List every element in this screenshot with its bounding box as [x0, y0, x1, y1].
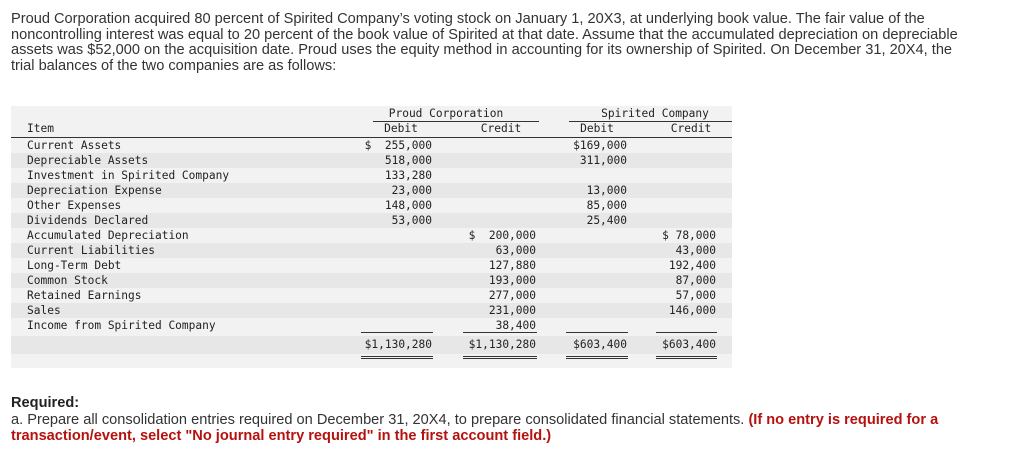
proud-credit-cell: 231,000 [488, 304, 536, 317]
col-header-spirited-debit: Debit [580, 122, 614, 135]
table-row [11, 168, 732, 183]
row-item: Income from Spirited Company [27, 319, 216, 332]
spirited-credit-cell: $ 78,000 [662, 229, 716, 242]
row-item: Common Stock [27, 274, 108, 287]
trial-balance-table [11, 106, 732, 368]
row-item: Investment in Spirited Company [27, 169, 230, 182]
row-item: Retained Earnings [27, 289, 142, 302]
table-row [11, 213, 732, 228]
proud-credit-cell: $ 200,000 [468, 229, 536, 242]
row-item: Current Assets [27, 139, 122, 152]
col-header-spirited-credit: Credit [670, 122, 712, 135]
spirited-credit-cell: 87,000 [675, 274, 716, 287]
spirited-debit-double-rule [566, 356, 628, 359]
spirited-credit-cell: 57,000 [675, 289, 716, 302]
row-item: Current Liabilities [27, 244, 155, 257]
spirited-debit-total-rule [566, 332, 628, 333]
proud-debit-double-rule [361, 356, 433, 359]
row-item: Sales [27, 304, 61, 317]
table-row [11, 228, 732, 243]
spirited-credit-cell: 43,000 [675, 244, 716, 257]
row-item: Depreciation Expense [27, 184, 162, 197]
spirited-credit-cell: 146,000 [668, 304, 716, 317]
row-item: Dividends Declared [27, 214, 149, 227]
proud-debit-cell: $ 255,000 [364, 139, 432, 152]
table-row [11, 288, 732, 303]
proud-group-header: Proud Corporation [388, 107, 504, 120]
table-row [11, 303, 732, 318]
proud-debit-cell: 23,000 [391, 184, 432, 197]
intro-paragraph: Proud Corporation acquired 80 percent of Spirited Company’s voting stock on January 1, 20X3, at underlying book value. The fair value of the noncontrolling interest was equal to 20 percent of the book value of Spirited at that date. Assume that the accumulated depreciation on depreciable assets was $52,000 on the acquisition date. Proud uses the equity method in accounting for its ownership of Spirited. On December 31, 20X4, the trial balances of the two companies are as follows: [11, 11, 958, 74]
table-row [11, 198, 732, 213]
row-item: Long-Term Debt [27, 259, 122, 272]
row-item: Other Expenses [27, 199, 122, 212]
required-text: a. Prepare all consolidation entries required on December 31, 20X4, to prepare consolidated financial statements. [11, 411, 745, 428]
spirited-debit-cell: 85,000 [586, 199, 627, 212]
required-section [11, 395, 1006, 445]
proud-credit-cell: 127,880 [488, 259, 536, 272]
proud-credit-total: $1,130,280 [468, 338, 536, 351]
col-header-proud-debit: Debit [384, 122, 418, 135]
table-row [11, 243, 732, 258]
table-row [11, 318, 732, 333]
proud-debit-cell: 518,000 [384, 154, 432, 167]
problem-statement [11, 12, 971, 74]
totals-row [11, 336, 732, 354]
proud-credit-cell: 38,400 [495, 319, 536, 332]
spirited-debit-total: $603,400 [573, 338, 627, 351]
proud-debit-total: $1,130,280 [364, 338, 432, 351]
col-header-proud-credit: Credit [480, 122, 522, 135]
spirited-group-header: Spirited Company [601, 107, 709, 120]
proud-debit-cell: 133,280 [384, 169, 432, 182]
proud-debit-cell: 148,000 [384, 199, 432, 212]
spirited-debit-cell: $169,000 [573, 139, 627, 152]
proud-credit-total-rule [463, 332, 537, 333]
spirited-credit-total: $603,400 [662, 338, 716, 351]
spirited-debit-cell: 25,400 [586, 214, 627, 227]
table-row [11, 183, 732, 198]
row-item: Accumulated Depreciation [27, 229, 189, 242]
required-note: (If no entry is required for a transaction/event, select "No journal entry required" in the first account field.) [11, 411, 939, 444]
table-row [11, 153, 732, 168]
table-row [11, 273, 732, 288]
spirited-credit-cell: 192,400 [668, 259, 716, 272]
proud-debit-cell: 53,000 [391, 214, 432, 227]
row-item: Depreciable Assets [27, 154, 149, 167]
table-row [11, 258, 732, 273]
proud-credit-double-rule [463, 356, 537, 359]
proud-debit-total-rule [361, 332, 433, 333]
spirited-credit-double-rule [656, 356, 717, 359]
proud-credit-cell: 193,000 [488, 274, 536, 287]
spirited-credit-total-rule [656, 332, 717, 333]
required-label: Required: [11, 395, 80, 411]
proud-credit-cell: 63,000 [495, 244, 536, 257]
col-header-item: Item [27, 122, 54, 135]
proud-credit-cell: 277,000 [488, 289, 536, 302]
spirited-debit-cell: 13,000 [586, 184, 627, 197]
spirited-debit-cell: 311,000 [579, 154, 627, 167]
table-row [11, 138, 732, 153]
